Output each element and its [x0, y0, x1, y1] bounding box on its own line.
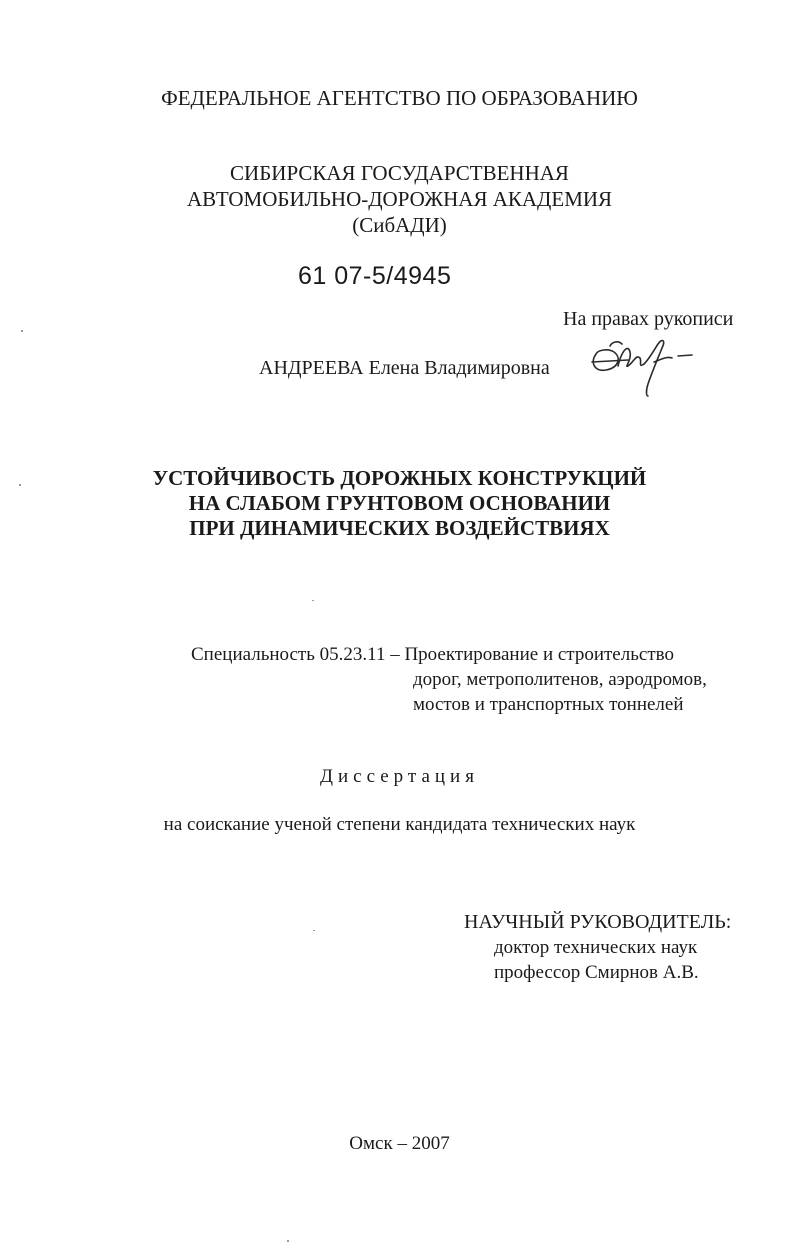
specialty-line: Специальность 05.23.11 – Проектирование и строительство [191, 644, 674, 665]
scientific-advisor [464, 910, 731, 985]
agency-name: ФЕДЕРАЛЬНОЕ АГЕНТСТВО ПО ОБРАЗОВАНИЮ [161, 86, 638, 110]
title-line: НА СЛАБОМ ГРУНТОВОМ ОСНОВАНИИ [188, 491, 611, 515]
title-line: УСТОЙЧИВОСТЬ ДОРОЖНЫХ КОНСТРУКЦИЙ [152, 466, 647, 490]
academy-name [0, 160, 799, 238]
dissertation-title [0, 466, 799, 541]
academy-line: СИБИРСКАЯ ГОСУДАРСТВЕННАЯ [230, 161, 569, 185]
specialty-block [191, 642, 707, 717]
scan-speck [21, 330, 23, 332]
academy-line: АВТОМОБИЛЬНО-ДОРОЖНАЯ АКАДЕМИЯ [186, 187, 613, 211]
handwritten-signature [588, 332, 700, 402]
manuscript-note: На правах рукописи [563, 308, 734, 330]
advisor-heading: НАУЧНЫЙ РУКОВОДИТЕЛЬ: [464, 911, 732, 933]
scan-speck [287, 1240, 289, 1242]
document-type: Диссертация [320, 766, 479, 787]
degree-statement: на соискание ученой степени кандидата технических наук [163, 814, 636, 835]
author-name: АНДРЕЕВА Елена Владимировна [259, 357, 550, 379]
specialty-line: мостов и транспортных тоннелей [413, 694, 684, 715]
city-year: Омск – 2007 [349, 1133, 450, 1154]
scan-speck [313, 930, 315, 931]
advisor-degree: доктор технических наук [494, 937, 698, 958]
advisor-name: профессор Смирнов А.В. [494, 962, 699, 983]
title-line: ПРИ ДИНАМИЧЕСКИХ ВОЗДЕЙСТВИЯХ [189, 516, 610, 540]
specialty-line: дорог, метрополитенов, аэродромов, [413, 669, 707, 690]
archive-code: 61 07-5/4945 [298, 262, 452, 290]
scan-speck [19, 484, 21, 486]
academy-abbreviation: (СибАДИ) [352, 213, 447, 237]
scan-speck [312, 600, 314, 601]
